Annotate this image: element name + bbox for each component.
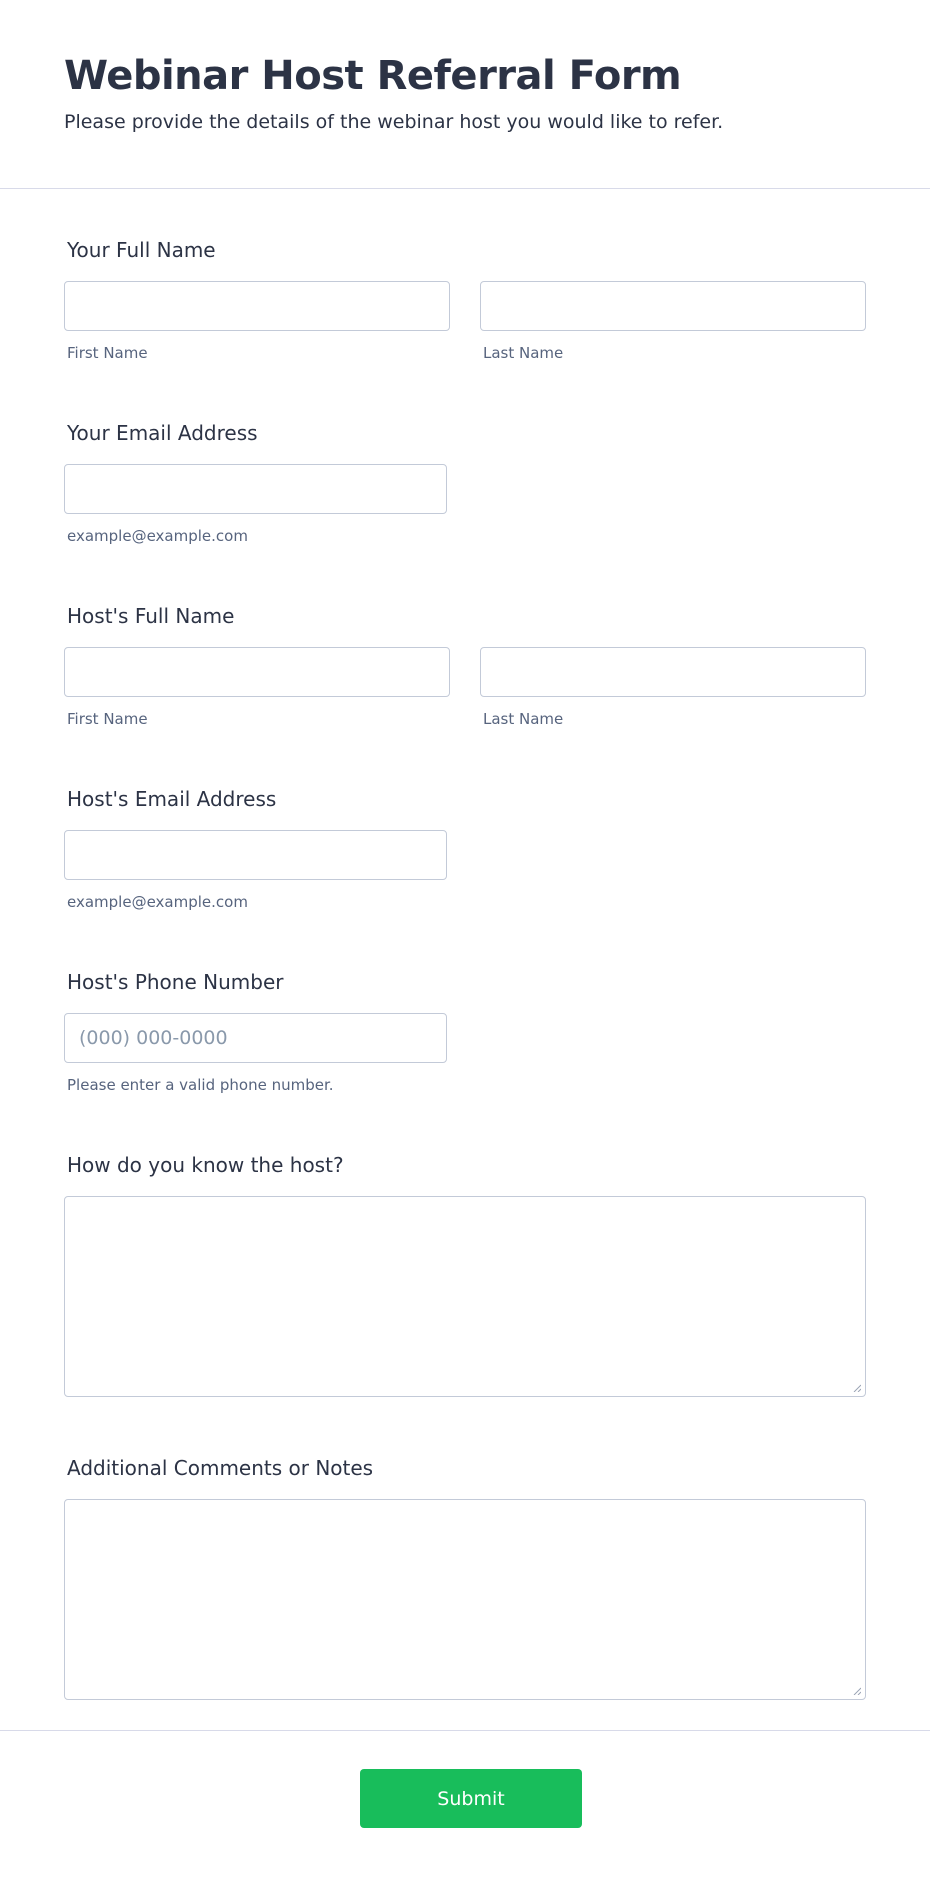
resize-grip-icon[interactable] <box>853 1384 861 1392</box>
host-full-name-label: Host's Full Name <box>67 604 235 628</box>
your-full-name-label: Your Full Name <box>67 238 216 262</box>
your-last-name-input[interactable] <box>480 281 866 331</box>
host-phone-placeholder: (000) 000-0000 <box>79 1027 228 1049</box>
your-first-name-sublabel: First Name <box>67 344 148 362</box>
know-host-label: How do you know the host? <box>67 1153 344 1177</box>
resize-grip-icon[interactable] <box>853 1687 861 1695</box>
host-last-name-input[interactable] <box>480 647 866 697</box>
host-first-name-sublabel: First Name <box>67 710 148 728</box>
page-subtitle: Please provide the details of the webinar host you would like to refer. <box>64 111 724 133</box>
form-header <box>0 0 930 189</box>
host-email-label: Host's Email Address <box>67 787 277 811</box>
host-phone-sublabel: Please enter a valid phone number. <box>67 1076 334 1094</box>
your-email-input[interactable] <box>64 464 447 514</box>
comments-label: Additional Comments or Notes <box>67 1456 374 1480</box>
host-first-name-input[interactable] <box>64 647 450 697</box>
host-phone-input[interactable] <box>64 1013 447 1063</box>
host-email-sublabel: example@example.com <box>67 893 248 911</box>
know-host-textarea[interactable] <box>64 1196 866 1397</box>
host-last-name-sublabel: Last Name <box>483 710 564 728</box>
submit-button[interactable]: Submit <box>360 1769 582 1828</box>
your-first-name-input[interactable] <box>64 281 450 331</box>
comments-textarea[interactable] <box>64 1499 866 1700</box>
your-last-name-sublabel: Last Name <box>483 344 564 362</box>
your-email-sublabel: example@example.com <box>67 527 248 545</box>
page-title: Webinar Host Referral Form <box>64 53 682 99</box>
your-email-label: Your Email Address <box>67 421 258 445</box>
host-email-input[interactable] <box>64 830 447 880</box>
host-phone-label: Host's Phone Number <box>67 970 284 994</box>
